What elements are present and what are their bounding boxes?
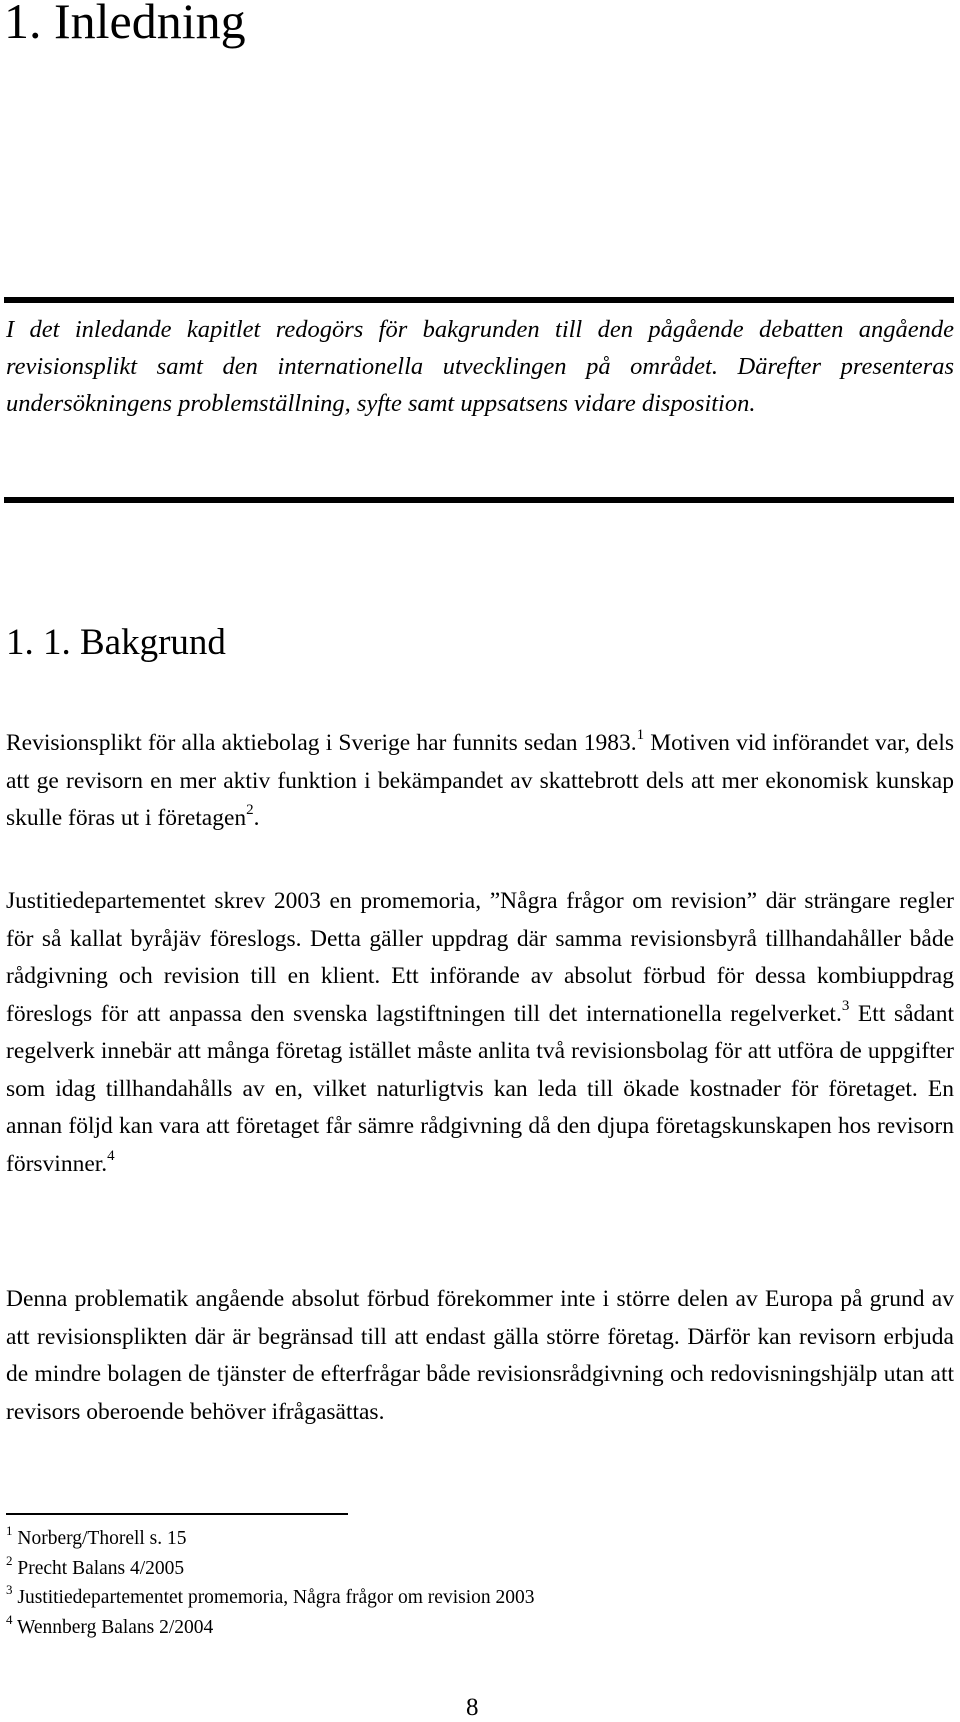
footnote-text: Justitiedepartementet promemoria, Några frågor om revision 2003 [12,1587,535,1608]
intro-top-rule [4,297,954,303]
footnote-item [6,1613,535,1643]
paragraph-text: . [253,805,260,831]
footnote-text: Wennberg Balans 2/2004 [12,1616,214,1638]
page-number: 8 [466,1694,479,1721]
footnote-number: 1 [6,1523,13,1538]
footnote-ref-2: 2 [246,802,254,818]
footnote-number: 2 [6,1552,13,1568]
paragraph-text: Justitiedepartementet skrev 2003 en promemoria, ”Några frågor om revision” där strängare regler för så kallat byråjäv föreslogs. Detta gäller uppdrag där samma revisionsbyrå tillhandahåller både rådgivning och revision till en klient. Ett införande av absolut förbud för dessa kombiuppdrag föreslogs för att anpassa den svenska lagstiftningen till det internationella regelverket. [6,888,954,1027]
footnote-item [6,1554,535,1584]
footnote-number: 4 [6,1611,13,1627]
footnote-text: Precht Balans 4/2005 [12,1557,185,1579]
footnote-item [6,1583,535,1613]
footnote-ref-4: 4 [107,1147,115,1164]
footnote-separator [6,1513,348,1515]
paragraph-text: Motiven vid införandet var, dels att ge revisorn en mer aktiv funktion i bekämpandet av skattebrott dels att mer ekonomisk kunskap skulle föras ut i företagen [6,730,954,831]
footnote-number: 3 [6,1582,13,1597]
intro-bottom-rule [4,497,954,503]
body-paragraph-1 [6,725,954,838]
body-paragraph-2 [6,883,954,1183]
footnote-ref-1: 1 [636,727,645,743]
footnote-item [6,1524,535,1554]
paragraph-text: Revisionsplikt för alla aktiebolag i Sverige har funnits sedan 1983. [6,730,637,756]
intro-paragraph: I det inledande kapitlet redogörs för bakgrunden till den pågående debatten angående revisionsplikt samt den internationella utvecklingen på området. Därefter presenteras undersökningens problemställning, syfte samt uppsatsens vidare disposition. [6,316,954,417]
paragraph-text: Ett sådant regelverk innebär att många företag istället måste anlita två revisionsbolag för att utföra de uppgifter som idag tillhandahålls av en, vilket naturligtvis kan leda till ökade kostnader för företaget. En annan följd kan vara att företaget får sämre rådgivning då den djupa företagskunskapen hos revisorn försvinner. [6,1000,954,1177]
footnote-text: Norberg/Thorell s. 15 [12,1528,187,1549]
paragraph-text: Denna problematik angående absolut förbud förekommer inte i större delen av Europa på grund av att revisionsplikten där är begränsad till att endast gälla större företag. Därför kan revisorn erbjuda de mindre bolagen de tjänster de efterfrågar både revisionsrådgivning och redovisningshjälp utan att revisors oberoende behöver ifrågasättas. [6,1286,954,1425]
body-paragraph-3 [6,1281,954,1431]
footnote-list [6,1524,535,1642]
chapter-title: 1. Inledning [4,0,246,49]
footnote-ref-3: 3 [841,997,850,1014]
section-title: 1. 1. Bakgrund [6,622,226,663]
